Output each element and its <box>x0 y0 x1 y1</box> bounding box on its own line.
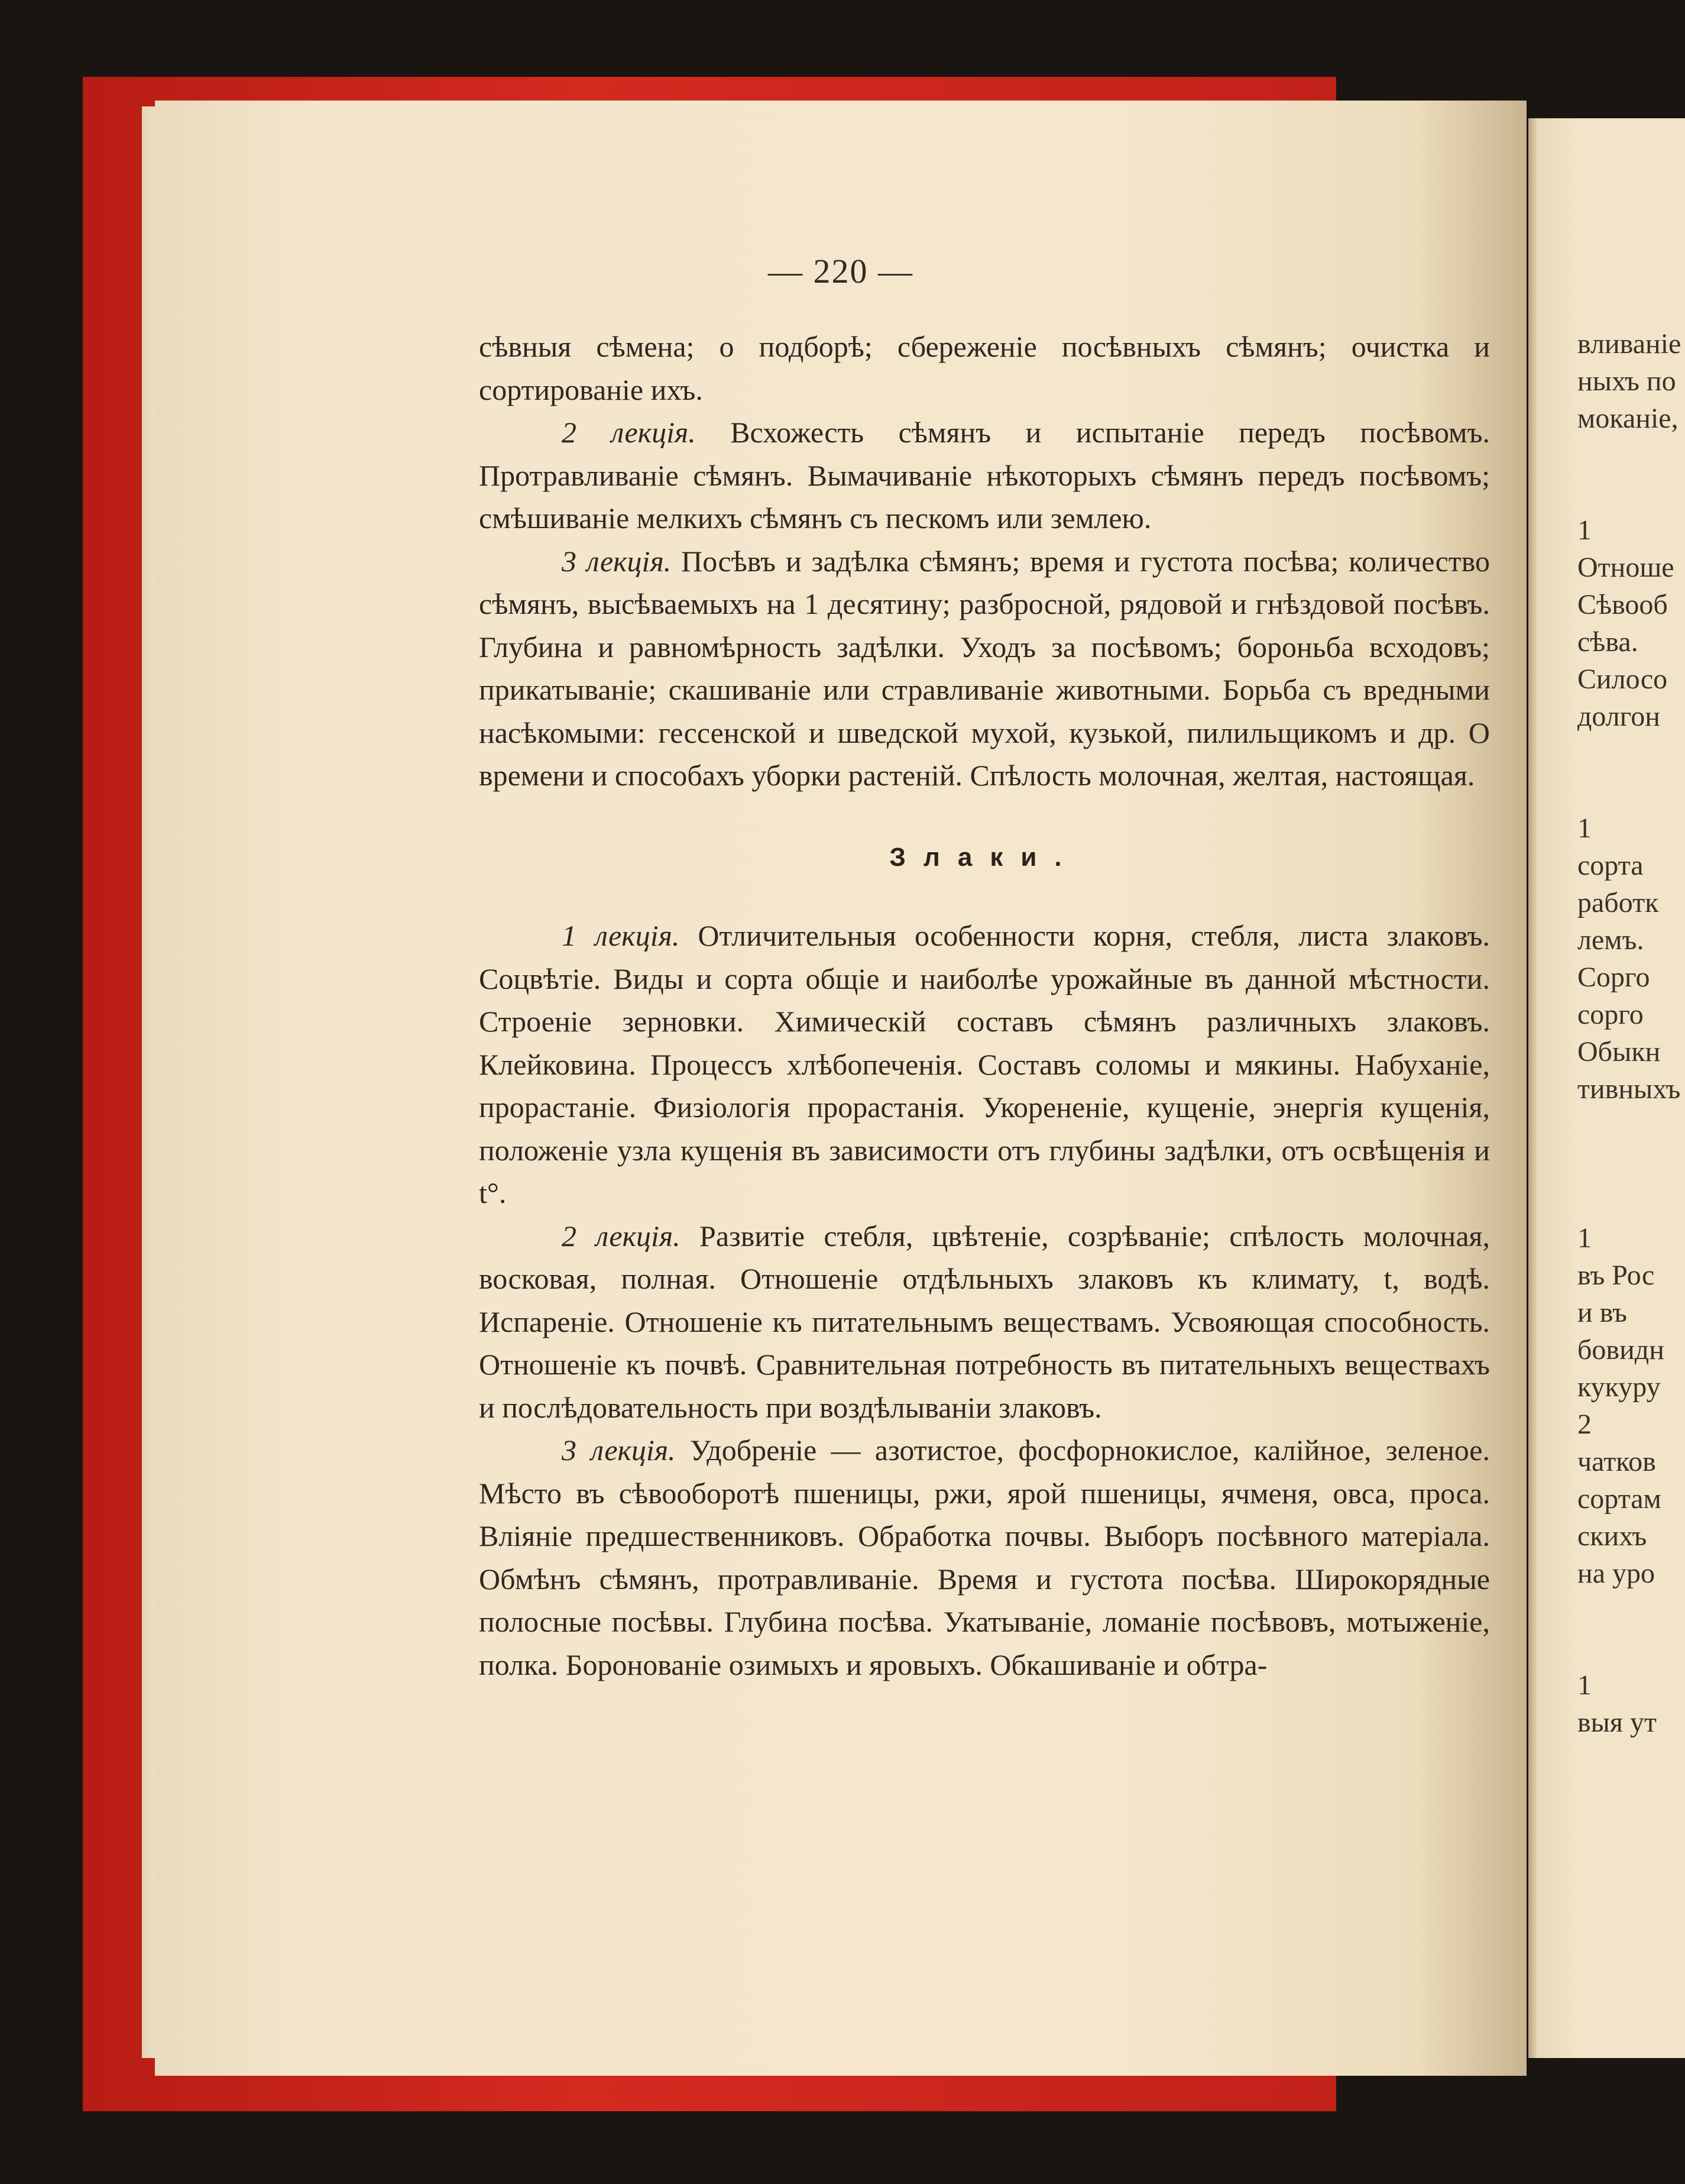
facing-page-line: Отноше <box>1577 552 1674 583</box>
facing-page-line: Сорго <box>1577 962 1650 993</box>
facing-page-line <box>1577 772 1685 810</box>
facing-page-line <box>1577 1182 1685 1219</box>
paragraph-text: сѣвныя сѣмена; о подборѣ; сбереженіе посѣвныхъ сѣмянъ; очистка и сортированіе ихъ. <box>479 330 1490 406</box>
lecture-label: 2 лекція. <box>562 416 696 449</box>
facing-page-line: кукуру <box>1577 1371 1661 1403</box>
facing-page-line: въ Рос <box>1577 1260 1655 1291</box>
paragraph <box>479 914 1490 1215</box>
paragraph <box>479 1215 1490 1429</box>
facing-page-line: выя ут <box>1577 1707 1657 1738</box>
facing-page-line: сорго <box>1577 999 1644 1030</box>
paragraph <box>479 325 1490 411</box>
lecture-label: 3 лекція. <box>562 1434 676 1467</box>
paragraph-text: Развитіе стебля, цвѣтеніе, созрѣваніе; спѣлость молочная, восковая, полная. Отношеніе отдѣльныхъ злаковъ къ климату, t, водѣ. Испареніе. Отношеніе къ питательнымъ веществамъ. Усвояющая способность. Отношеніе къ почвѣ. Сравнительная потребность въ питательныхъ веществахъ и послѣдовательность при воздѣлываніи злаковъ. <box>479 1219 1490 1424</box>
facing-page-line: долгон <box>1577 701 1660 732</box>
facing-page-line: Сѣвооб <box>1577 589 1668 620</box>
facing-page-line <box>1577 735 1685 772</box>
facing-page-line <box>1577 1108 1685 1145</box>
facing-page-line: скихъ <box>1577 1520 1647 1552</box>
facing-page-line: бовидн <box>1577 1334 1664 1366</box>
facing-page-line: тивныхъ <box>1577 1073 1681 1105</box>
facing-page-line: 1 <box>1577 1669 1592 1701</box>
facing-page-line: Обыкн <box>1577 1036 1661 1067</box>
facing-page-line <box>1577 474 1685 512</box>
lecture-label: 3 лекція. <box>562 544 672 578</box>
paragraph <box>479 411 1490 540</box>
page-number: — 220 — <box>768 252 913 290</box>
facing-page-line: Силосо <box>1577 664 1668 695</box>
facing-page-line: работк <box>1577 887 1659 918</box>
paragraph <box>479 1429 1490 1686</box>
facing-page-text <box>1577 325 1685 1741</box>
facing-page-line: сѣва. <box>1577 626 1638 658</box>
facing-page-line: 1 <box>1577 515 1592 546</box>
facing-page-line: моканіе, <box>1577 403 1678 434</box>
facing-page-line: и въ <box>1577 1297 1627 1328</box>
facing-page-line <box>1577 1592 1685 1629</box>
facing-page-line: сортам <box>1577 1483 1661 1515</box>
facing-page-line: 1 <box>1577 1222 1592 1254</box>
facing-page-line: лемъ. <box>1577 924 1644 956</box>
facing-page-line: на уро <box>1577 1558 1655 1589</box>
page-number-container <box>155 251 1527 291</box>
facing-page-line <box>1577 1629 1685 1667</box>
facing-page-line <box>1577 1145 1685 1182</box>
lecture-label: 2 лекція. <box>562 1219 681 1253</box>
facing-page-line <box>1577 437 1685 474</box>
paragraph-text: Удобреніе — азотистое, фосфорнокислое, калійное, зеленое. Мѣсто въ сѣвооборотѣ пшеницы, ржи, ярой пшеницы, ячменя, овса, проса. Вліяніе предшественниковъ. Обработка почвы. Выборъ посѣвного матеріала. Обмѣнъ сѣмянъ, протравливаніе. Время и густота посѣва. Широкорядные полосные посѣвы. Глубина посѣва. Укатываніе, ломаніе посѣвовъ, мотыженіе, полка. Боронованіе озимыхъ и яровыхъ. Обкашиваніе и обтра- <box>479 1434 1490 1681</box>
facing-page-line: вливаніе <box>1577 328 1681 360</box>
paragraph-text: Всхожесть сѣмянъ и испытаніе передъ посѣвомъ. Протравливаніе сѣмянъ. Вымачиваніе нѣкоторыхъ сѣмянъ передъ посѣвомъ; смѣшиваніе мелкихъ сѣмянъ съ пескомъ или землею. <box>479 416 1490 535</box>
facing-page-line: ныхъ по <box>1577 365 1676 397</box>
lecture-label: 1 лекція. <box>562 919 680 952</box>
section-heading: Злаки. <box>889 842 1080 872</box>
page-text <box>479 325 1490 1686</box>
facing-page-line: сорта <box>1577 850 1644 881</box>
facing-page-line: чатков <box>1577 1446 1656 1477</box>
paragraph-text: Отличительныя особенности корня, стебля, листа злаковъ. Соцвѣтіе. Виды и сорта общіе и наиболѣе урожайные въ данной мѣстности. Строеніе зерновки. Химическій составъ сѣмянъ различныхъ злаковъ. Клейковина. Процессъ хлѣбопеченія. Составъ соломы и мякины. Набуханіе, прорастаніе. Физіологія прорастанія. Укорененіе, кущеніе, энергія кущенія, положеніе узла кущенія въ зависимости отъ глубины задѣлки, отъ освѣщенія и t°. <box>479 919 1490 1209</box>
facing-page-line: 1 <box>1577 813 1592 844</box>
facing-page-line: 2 <box>1577 1409 1592 1440</box>
paragraph <box>479 540 1490 797</box>
paragraph-text: Посѣвъ и задѣлка сѣмянъ; время и густота посѣва; количество сѣмянъ, высѣваемыхъ на 1 десятину; разбросной, рядовой и гнѣздовой посѣвъ. Глубина и равномѣрность задѣлки. Уходъ за посѣвомъ; бороньба всходовъ; прикатываніе; скашиваніе или стравливаніе животными. Борьба съ вредными насѣкомыми: гессенской и шведской мухой, кузькой, пилильщикомъ и др. О времени и способахъ уборки растеній. Спѣлость молочная, желтая, настоящая. <box>479 544 1490 792</box>
